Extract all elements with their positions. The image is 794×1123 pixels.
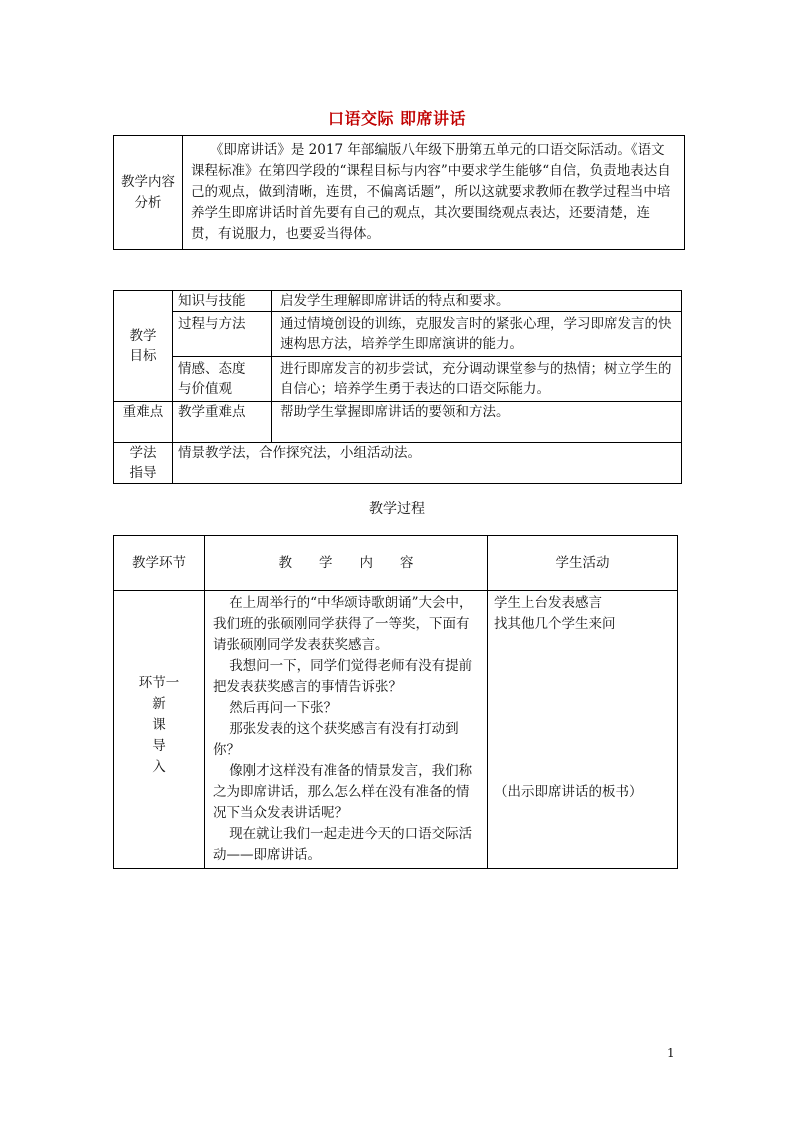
analysis-label bbox=[114, 136, 183, 250]
content-paragraph: 现在就让我们一起走进今天的口语交际活动——即席讲话。 bbox=[213, 826, 473, 863]
goals-label-line1: 教学 bbox=[129, 328, 157, 344]
content-paragraph: 那张发表的这个获奖感言有没有打动到你？ bbox=[213, 721, 459, 758]
header-step: 教学环节 bbox=[114, 536, 205, 591]
page-number: 1 bbox=[667, 1046, 675, 1060]
content-analysis-table bbox=[113, 135, 685, 250]
activity-item: 找其他几个学生来问 bbox=[494, 616, 616, 632]
header-activity: 学生活动 bbox=[488, 536, 678, 591]
content-paragraph: 我想问一下，同学们觉得老师有没有提前把发表获奖感言的事情告诉张？ bbox=[213, 658, 473, 695]
goals-label-line2: 目标 bbox=[129, 348, 157, 364]
methods-label bbox=[114, 443, 173, 484]
activity-note: （出示即席讲话的板书） bbox=[494, 784, 643, 800]
step-line: 环节一 bbox=[138, 675, 180, 691]
analysis-label-line2: 分析 bbox=[134, 194, 162, 211]
key-points-label: 重难点 bbox=[114, 402, 173, 443]
goals-group-label bbox=[114, 291, 173, 402]
goal-key-emotion-line1: 情感、态度 bbox=[178, 361, 246, 377]
activity-item: 学生上台发表感言 bbox=[494, 595, 602, 611]
content-paragraph: 在上周举行的“中华颂诗歌朗诵”大会中，我们班的张硕刚同学获得了一等奖，下面有请张硕刚同学发表获奖感言。 bbox=[213, 595, 473, 653]
analysis-text: 《即席讲话》是 2017 年部编版八年级下册第五单元的口语交际活动。《语文课程标准》在第四学段的“课程目标与内容”中要求学生能够“自信，负责地表达自己的观点，做到清晰，连贯，不偏离话题”，所以这就要求教师在教学过程当中培养学生即席讲话时首先要有自己的观点，其次要围绕观点表达，还要清楚，连贯，有说服力，也要妥当得体。 bbox=[183, 136, 685, 250]
step-line: 导 bbox=[152, 738, 166, 754]
activity-cell bbox=[488, 591, 678, 869]
page-title: 口语交际 即席讲话 bbox=[327, 109, 467, 128]
goal-key-knowledge: 知识与技能 bbox=[173, 291, 272, 312]
goal-value-process: 通过情境创设的训练，克服发言时的紧张心理，学习即席发言的快速构思方法，培养学生即席演讲的能力。 bbox=[272, 312, 682, 357]
header-content: 教 学 内 容 bbox=[205, 536, 488, 591]
key-points-key: 教学重难点 bbox=[173, 402, 272, 443]
teaching-process-table bbox=[113, 535, 678, 869]
goal-key-emotion-line2: 与价值观 bbox=[178, 381, 232, 397]
key-points-value: 帮助学生掌握即席讲话的要领和方法。 bbox=[272, 402, 682, 443]
goal-value-knowledge: 启发学生理解即席讲话的特点和要求。 bbox=[272, 291, 682, 312]
process-title: 教学过程 bbox=[369, 501, 425, 517]
methods-value: 情景教学法，合作探究法，小组活动法。 bbox=[173, 443, 682, 484]
step-line: 课 bbox=[152, 717, 166, 733]
methods-label-line2: 指导 bbox=[129, 465, 157, 481]
step-line: 入 bbox=[152, 759, 166, 775]
content-cell bbox=[205, 591, 488, 869]
methods-label-line1: 学法 bbox=[129, 445, 157, 461]
content-paragraph: 像刚才这样没有准备的情景发言，我们称之为即席讲话，那么怎么样在没有准备的情况下当众发表讲话呢？ bbox=[213, 763, 473, 821]
analysis-label-line1: 教学内容 bbox=[121, 173, 175, 190]
step-cell bbox=[114, 591, 205, 869]
teaching-goals-table bbox=[113, 290, 682, 484]
goal-key-process: 过程与方法 bbox=[173, 312, 272, 357]
step-line: 新 bbox=[152, 696, 166, 712]
goal-key-emotion bbox=[173, 357, 272, 402]
content-paragraph: 然后再问一下张？ bbox=[229, 700, 338, 716]
goal-value-emotion: 进行即席发言的初步尝试，充分调动课堂参与的热情；树立学生的自信心；培养学生勇于表达的口语交际能力。 bbox=[272, 357, 682, 402]
